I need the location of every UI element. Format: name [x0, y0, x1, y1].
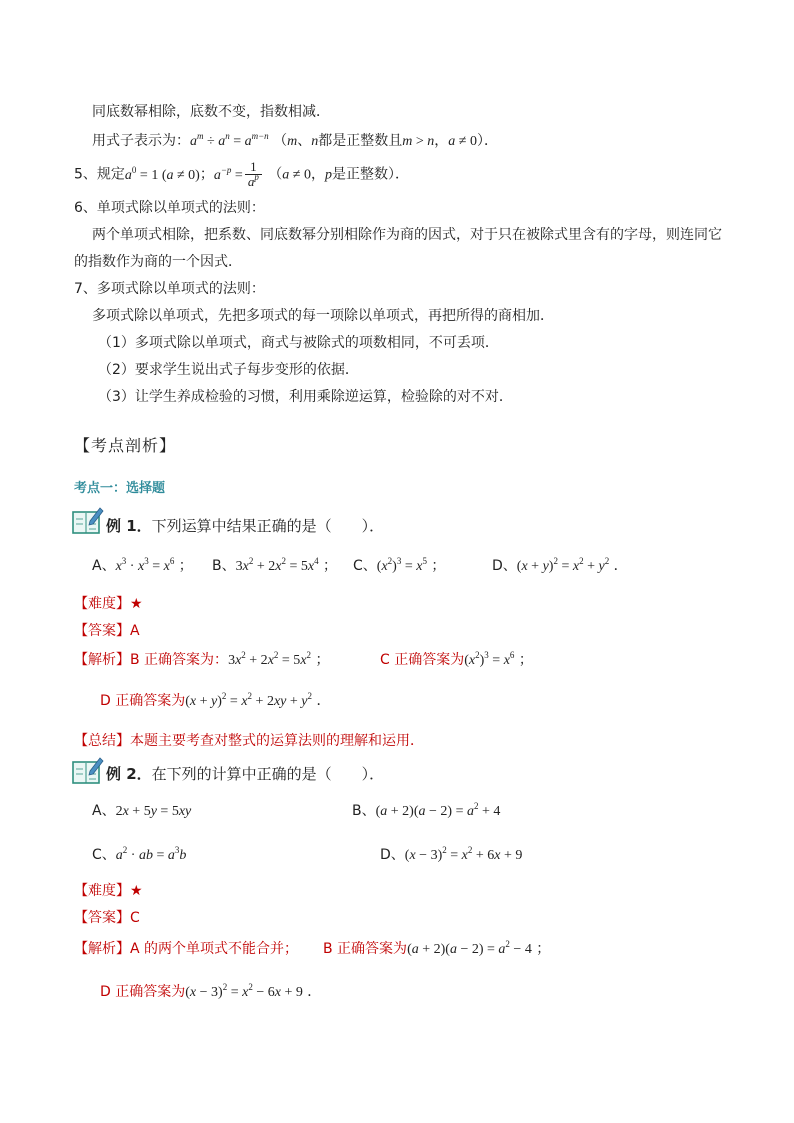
line-note-3: （3）让学生养成检验的习惯，利用乘除逆运算，检验除的对不对． — [98, 389, 513, 405]
example-1-summary: 【总结】本题主要考查对整式的运算法则的理解和运用． — [74, 733, 424, 749]
line-formula-expression: 用式子表示为：$a^m \div a^n = a^{m-n}$ （m、n都是正整数且m > n，a ≠ 0）． — [92, 131, 498, 149]
example-2-analysis-b: B 正确答案为$(a + 2)(a - 2) = a^2 - 4$ ； — [323, 939, 551, 957]
example-2-analysis-d: D 正确答案为$(x - 3)^2 = x^2 - 6x + 9$ ． — [100, 982, 322, 1000]
example-1-question: 例 1．下列运算中结果正确的是（ ）． — [106, 517, 385, 535]
example-1-difficulty: 【难度】★ — [74, 596, 143, 612]
line-rule-6-cont: 的指数作为商的一个因式． — [74, 254, 242, 270]
line-rule-7-title: 7、多项式除以单项式的法则： — [74, 281, 265, 297]
example-2-analysis: 【解析】A 的两个单项式不能合并； — [74, 941, 299, 957]
example-1-option-c: C、$(x^2)^3 = x^5$ ； — [353, 556, 446, 574]
line-same-base-division: 同底数幂相除，底数不变，指数相减． — [92, 104, 330, 120]
line-rule-6-body: 两个单项式相除，把系数、同底数幂分别相除作为商的因式，对于只在被除式里含有的字母，则连同它 — [92, 227, 722, 243]
example-2-option-b: B、$(a + 2)(a - 2) = a^2 + 4$ — [352, 801, 501, 819]
subheading: 考点一：选择题 — [74, 481, 166, 496]
example-1-option-a: A、$x^3 \cdot x^3 = x^6$ ； — [92, 556, 193, 574]
example-2-question: 例 2．在下列的计算中正确的是（ ）． — [106, 765, 385, 783]
line-note-1: （1）多项式除以单项式，商式与被除式的项数相同，不可丢项． — [98, 335, 499, 351]
line-note-2: （2）要求学生说出式子每步变形的依据． — [98, 362, 359, 378]
notebook-pencil-icon — [72, 505, 104, 535]
line-rule-7-body: 多项式除以单项式，先把多项式的每一项除以单项式，再把所得的商相加． — [92, 308, 554, 324]
example-1-option-d: D、$(x + y)^2 = x^2 + y^2$ ． — [492, 556, 628, 574]
example-2-option-a: A、2x + 5y = 5xy — [92, 803, 192, 819]
example-2-answer: 【答案】C — [74, 910, 140, 926]
example-1-analysis-d: D 正确答案为$(x + y)^2 = x^2 + 2xy + y^2$ ． — [100, 691, 331, 709]
example-2-option-d: D、$(x - 3)^2 = x^2 + 6x + 9$ — [380, 845, 523, 863]
example-2-option-c: C、$a^2$ · ab = $a^3b$ — [92, 845, 187, 863]
example-2-difficulty: 【难度】★ — [74, 883, 143, 899]
example-1-answer: 【答案】A — [74, 623, 140, 639]
line-rule-6-title: 6、单项式除以单项式的法则： — [74, 200, 265, 216]
line-rule-5: 5、规定$a^0 = 1$ (a ≠ 0)；$a^{-p}$ = $\frac{1}{a^p}$ （a ≠ 0，p是正整数）． — [74, 159, 409, 189]
example-1-analysis: 【解析】B 正确答案为：$3x^2 + 2x^2 = 5x^2$ ； — [74, 650, 330, 668]
example-1-analysis-c: C 正确答案为$(x^2)^3 = x^6$ ； — [380, 650, 533, 668]
example-1-option-b: B、$3x^2 + 2x^2 = 5x^4$ ； — [212, 556, 338, 574]
notebook-pencil-icon — [72, 755, 104, 785]
section-heading: 【考点剖析】 — [74, 436, 177, 455]
